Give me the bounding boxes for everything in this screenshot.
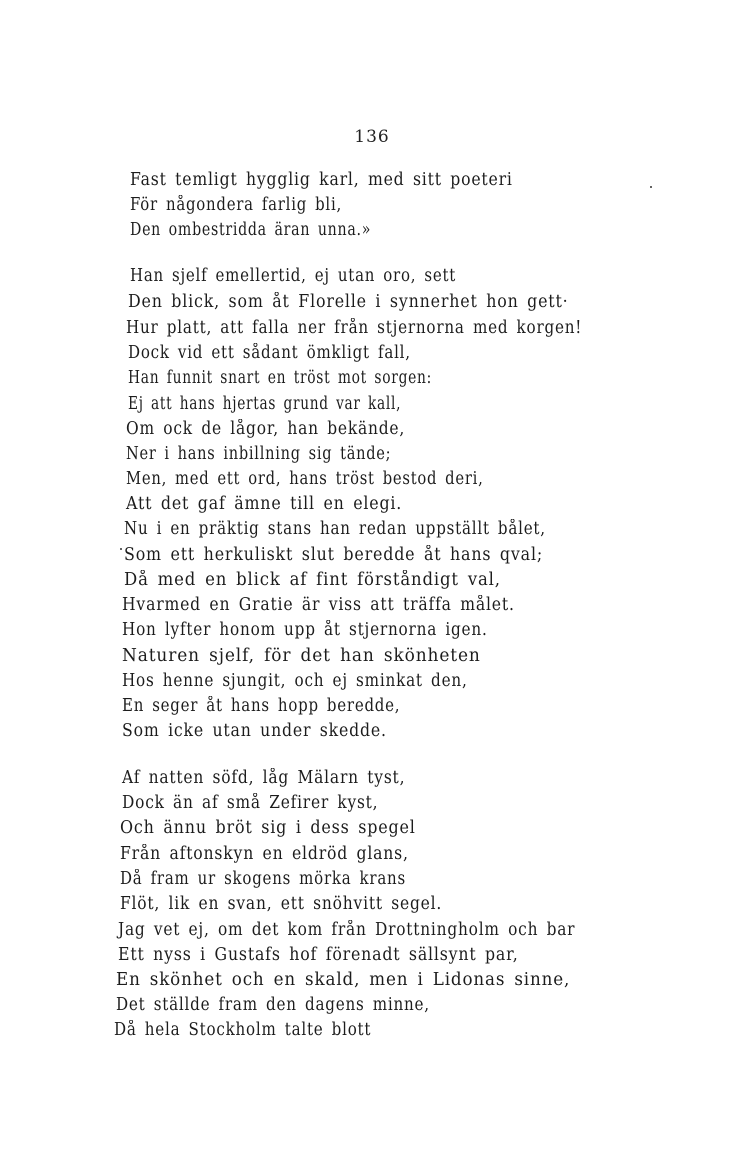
verse-line: Nu i en präktig stans han redan uppställt bålet, [124,519,546,539]
verse-line: Dock vid ett sådant ömkligt fall, [128,343,411,363]
ink-speck [120,548,122,550]
verse-line: Men, med ett ord, hans tröst bestod deri, [126,469,484,489]
verse-line: Jag vet ej, om det kom från Drottningholm och bar [118,920,576,940]
verse-line: Hvarmed en Gratie är viss att träffa målet. [122,595,515,615]
verse-line: Naturen sjelf, för det han skönheten [122,646,481,666]
verse-line: Dock än af små Zefirer kyst, [122,793,379,813]
verse-line: Hos henne sjungit, och ej sminkat den, [122,671,468,691]
verse-line: Ner i hans inbillning sig tände; [126,444,392,464]
verse-line: Som ett herkuliskt slut beredde åt hans qval; [124,545,544,565]
verse-line: Från aftonskyn en eldröd glans, [120,844,409,864]
verse-line: Det ställde fram den dagens minne, [116,995,430,1015]
verse-line: En skönhet och en skald, men i Lidonas sinne, [116,970,571,990]
verse-line: Fast temligt hygglig karl, med sitt poeteri [130,170,513,190]
verse-line: Om ock de lågor, han bekände, [126,419,406,439]
verse-line: Den ombestridda äran unna.» [130,220,372,240]
verse-line: Då med en blick af fint förståndigt val, [124,570,501,590]
verse-line: Som icke utan under skedde. [122,721,387,741]
verse-line: Hur platt, att falla ner från stjernorna med korgen! [126,318,583,338]
verse-line: Den blick, som åt Florelle i synnerhet hon gett· [128,292,569,312]
verse-line: Ej att hans hjertas grund var kall, [128,394,402,414]
verse-line: Då hela Stockholm talte blott [114,1020,372,1040]
ink-speck [650,186,652,188]
verse-line: Hon lyfter honom upp åt stjernorna igen. [122,620,488,640]
verse-line: Flöt, lik en svan, ett snöhvitt segel. [120,894,443,914]
verse-line: Af natten söfd, låg Mälarn tyst, [122,768,406,788]
verse-line: Han funnit snart en tröst mot sorgen: [128,368,432,388]
verse-line: För någondera farlig bli, [130,195,342,215]
verse-line: Att det gaf ämne till en elegi. [126,494,403,514]
verse-line: Då fram ur skogens mörka krans [120,869,406,889]
verse-line: Ett nyss i Gustafs hof förenadt sällsynt par, [118,945,519,965]
verse-line: Han sjelf emellertid, ej utan oro, sett [130,266,457,286]
verse-line: Och ännu bröt sig i dess spegel [120,818,416,838]
page-number: 136 [354,127,390,147]
verse-line: En seger åt hans hopp beredde, [122,696,401,716]
